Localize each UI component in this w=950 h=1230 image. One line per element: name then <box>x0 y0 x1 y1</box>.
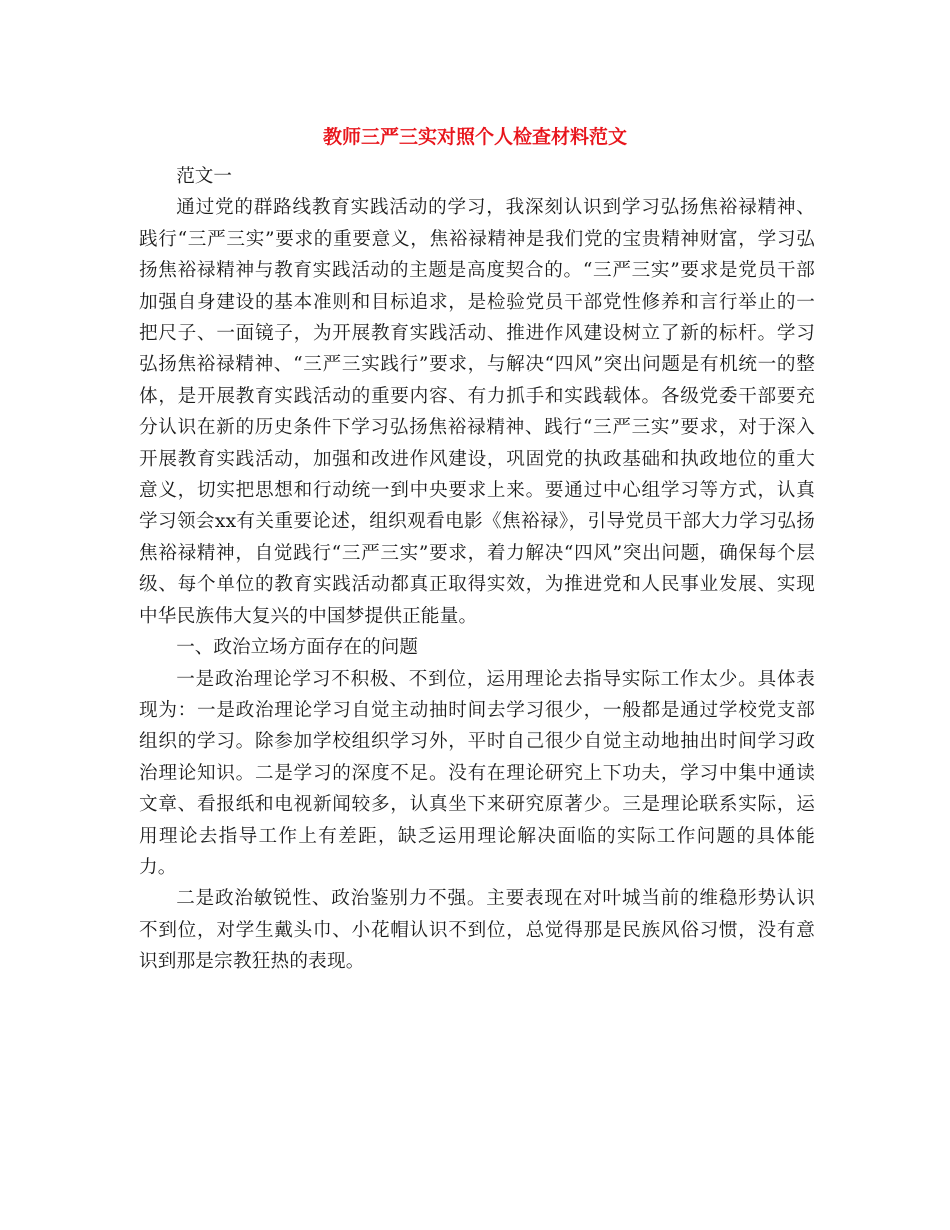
section-heading-political-stance: 一、政治立场方面存在的问题 <box>176 637 418 659</box>
document-body <box>139 161 815 978</box>
paragraph-intro: 通过党的群路线教育实践活动的学习，我深刻认识到学习弘扬焦裕禄精神、践行“三严三实”要求的重要意义，焦裕禄精神是我们党的宝贵精神财富，学习弘扬焦裕禄精神与教育实践活动的主题是高度契合的。“三严三实”要求是党员干部加强自身建设的基本准则和目标追求，是检验党员干部党性修养和言行举止的一把尺子、一面镜子，为开展教育实践活动、推进作风建设树立了新的标杆。学习弘扬焦裕禄精神、“三严三实践行”要求，与解决“四风”突出问题是有机统一的整体，是开展教育实践活动的重要内容、有力抓手和实践载体。各级党委干部要充分认识在新的历史条件下学习弘扬焦裕禄精神、践行“三严三实”要求，对于深入开展教育实践活动，加强和改进作风建设，巩固党的执政基础和执政地位的重大意义，切实把思想和行动统一到中央要求上来。要通过中心组学习等方式，认真学习领会xx有关重要论述，组织观看电影《焦裕禄》，引导党员干部大力学习弘扬焦裕禄精神，自觉践行“三严三实”要求，着力解决“四风”突出问题，确保每个层级、每个单位的教育实践活动都真正取得实效，为推进党和人民事业发展、实现中华民族伟大复兴的中国梦提供正能量。 <box>139 197 815 627</box>
paragraph-political-sensitivity: 二是政治敏锐性、政治鉴别力不强。主要表现在对叶城当前的维稳形势认识不到位，对学生戴头巾、小花帽认识不到位，总觉得那是民族风俗习惯，没有意识到那是宗教狂热的表现。 <box>139 888 815 973</box>
paragraph-theory-study: 一是政治理论学习不积极、不到位，运用理论去指导实际工作太少。具体表现为：一是政治理论学习自觉主动抽时间去学习很少，一般都是通过学校党支部组织的学习。除参加学校组织学习外，平时自己很少自觉主动地抽出时间学习政治理论知识。二是学习的深度不足。没有在理论研究上下功夫，学习中集中通读文章、看报纸和电视新闻较多，认真坐下来研究原著少。三是理论联系实际，运用理论去指导工作上有差距，缺乏运用理论解决面临的实际工作问题的具体能力。 <box>139 668 815 878</box>
document-title: 教师三严三实对照个人检查材料范文 <box>322 126 627 148</box>
sample-heading: 范文一 <box>176 166 232 187</box>
